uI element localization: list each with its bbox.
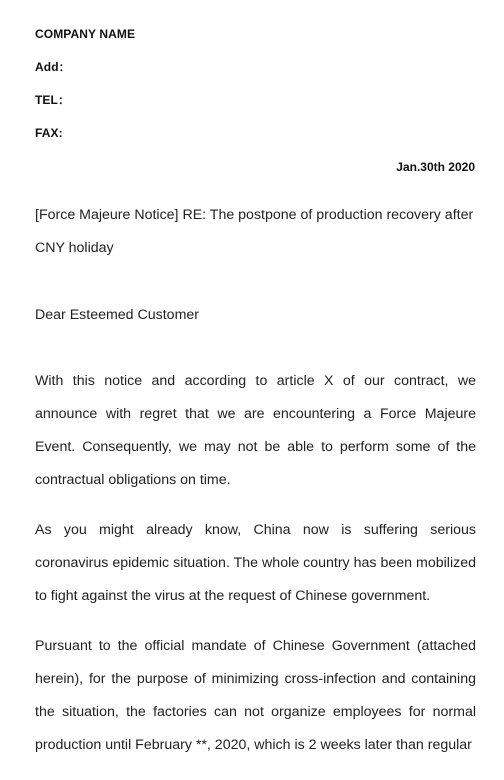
salutation: Dear Esteemed Customer [35,307,200,323]
tel-label: TEL： [35,93,71,107]
body-paragraph-3: Pursuant to the official mandate of Chinese Government (attached herein), for the purpose of minimizing cross-infection and containing the situation, the factories can not organize employees for normal production until February **, 2020, which is 2 weeks later than regular [35,638,476,753]
address-label: Add： [35,60,71,74]
letter-date: Jan.30th 2020 [396,160,475,174]
company-name: COMPANY NAME [35,27,136,41]
fax-label: FAX: [35,126,63,140]
body-paragraph-1: With this notice and according to article X of our contract, we announce with regret that we are encountering a Force Majeure Event. Consequently, we may not be able to perform some of the contractual obligations on time. [35,373,476,488]
subject-line: [Force Majeure Notice] RE: The postpone of production recovery after CNY holiday [35,207,474,256]
body-paragraph-2: As you might already know, China now is suffering serious coronavirus epidemic situation. The whole country has been mobilized to fight against the virus at the request of Chinese government. [35,522,476,604]
